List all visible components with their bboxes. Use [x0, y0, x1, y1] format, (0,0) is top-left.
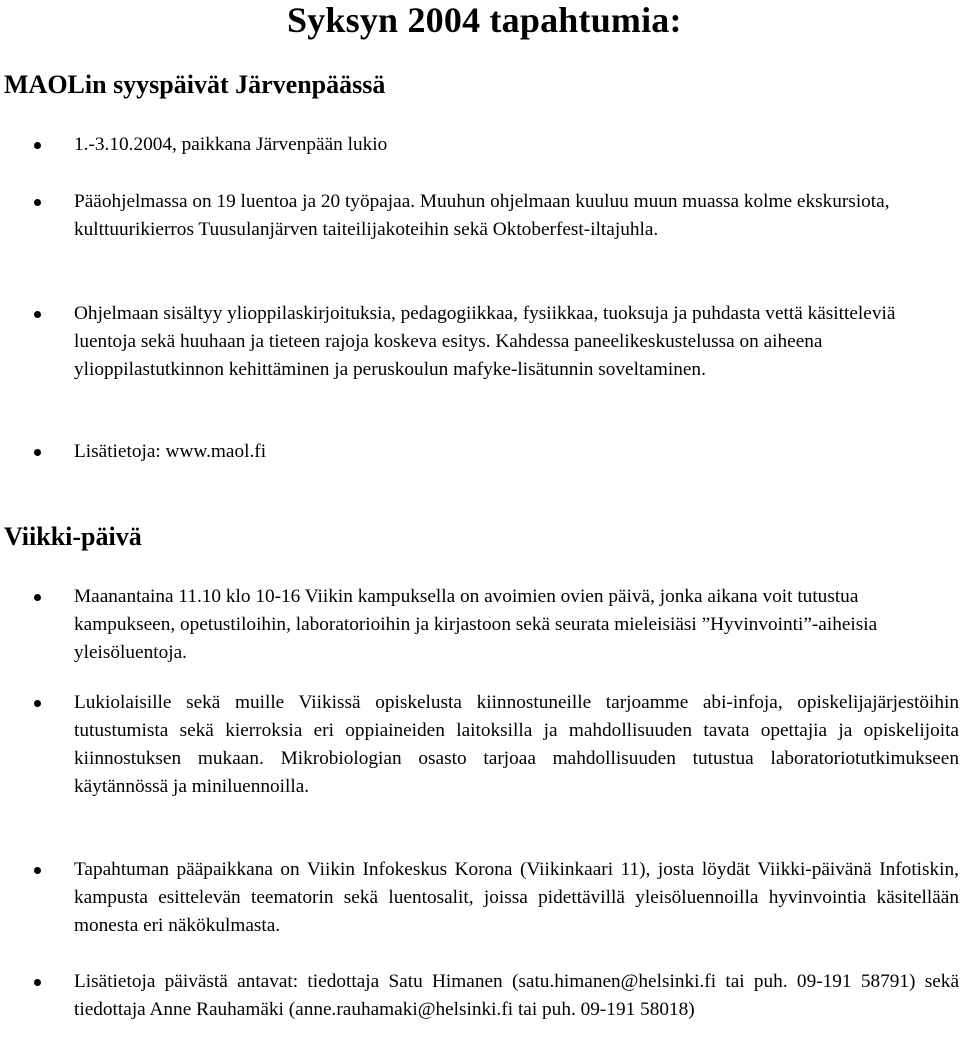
- list-item: [74, 438, 959, 466]
- list-item-text: 1.-3.10.2004, paikkana Järvenpään lukio: [74, 134, 388, 155]
- list-item-text: Lisätietoja: www.maol.fi: [74, 441, 267, 462]
- list-item: [74, 689, 959, 801]
- list-item-text: Lukiolaisille sekä muille Viikissä opiskelusta kiinnostuneille tarjoamme abi-infoja, opiskelijajärjestöihin tutustumista sekä kierroksia eri oppiaineiden laitoksilla ja mahdollisuuden tavata opettajia ja opiskelijoita kiinnostuksen mukaan. Mikrobiologian osasto tarjoaa mahdollisuuden tutustua laboratoriotutkimukseen käytännössä ja miniluennoilla.: [74, 692, 959, 797]
- bullet-icon: [34, 449, 41, 456]
- bullet-icon: [34, 700, 41, 707]
- list-item: [74, 188, 894, 244]
- list-item-text: Ohjelmaan sisältyy ylioppilaskirjoituksia, pedagogiikkaa, fysiikkaa, tuoksuja ja puhdasta vettä käsitteleviä luentoja sekä huuhaan ja tieteen rajoja koskeva esitys. Kahdessa paneelikeskustelussa on aiheena ylioppilastutkinnon kehittäminen ja peruskoulun mafyke-lisätunnin soveltaminen.: [74, 303, 896, 380]
- bullet-icon: [34, 867, 41, 874]
- section-heading-viikki: Viikki-päivä: [4, 522, 142, 551]
- bullet-icon: [34, 979, 41, 986]
- bullet-icon: [34, 142, 41, 149]
- list-item-text: Lisätietoja päivästä antavat: tiedottaja Satu Himanen (satu.himanen@helsinki.fi tai puh. 09-191 58791) sekä tiedottaja Anne Rauhamäki (anne.rauhamaki@helsinki.fi tai puh. 09-191 58018): [74, 971, 959, 1020]
- list-item: [74, 583, 924, 667]
- bullet-icon: [34, 199, 41, 206]
- list-item: [74, 968, 959, 1024]
- list-item: [74, 131, 959, 159]
- list-item: [74, 856, 959, 940]
- list-item: [74, 300, 904, 384]
- list-item-text: Pääohjelmassa on 19 luentoa ja 20 työpajaa. Muuhun ohjelmaan kuuluu muun muassa kolme ekskursiota, kulttuurikierros Tuusulanjärven taiteilijakoteihin sekä Oktoberfest-iltajuhla.: [74, 191, 890, 240]
- page-title: Syksyn 2004 tapahtumia:: [287, 0, 682, 40]
- bullet-icon: [34, 594, 41, 601]
- section-heading-maol: MAOLin syyspäivät Järvenpäässä: [4, 70, 386, 99]
- list-item-text: Tapahtuman pääpaikkana on Viikin Infokeskus Korona (Viikinkaari 11), josta löydät Viikki-päivänä Infotiskin, kampusta esittelevän teematorin sekä luentosalit, joissa pidettävillä yleisöluennoilla hyvinvointia käsitellään monesta eri näkökulmasta.: [74, 859, 959, 936]
- bullet-icon: [34, 311, 41, 318]
- list-item-text: Maanantaina 11.10 klo 10-16 Viikin kampuksella on avoimien ovien päivä, jonka aikana voit tutustua kampukseen, opetustiloihin, laboratorioihin ja kirjastoon sekä seurata mieleisiäsi ”Hyvinvointi”-aiheisia yleisöluentoja.: [74, 586, 878, 663]
